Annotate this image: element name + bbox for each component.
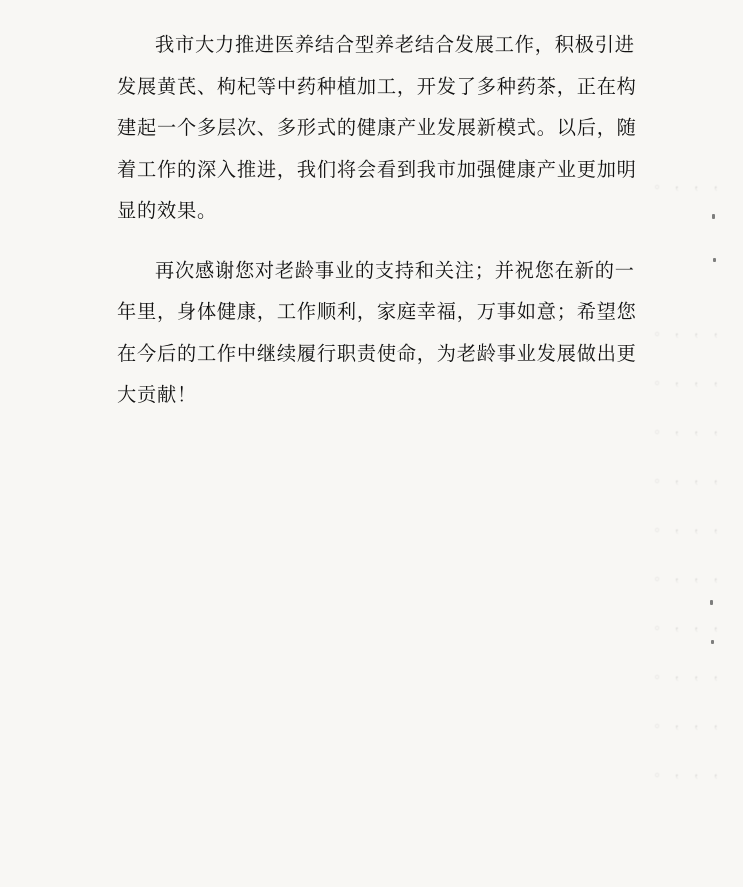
text-line: 年里，身体健康，工作顺利，家庭幸福，万事如意；希望您 [117,300,637,323]
text-line: 发展黄芪、枸杞等中药种植加工，开发了多种药茶，正在构 [117,74,637,98]
text-line: 着工作的深入推进，我们将会看到我市加强健康产业更加明 [117,157,637,181]
text-line: 我市大力推进医养结合型养老结合发展工作，积极引进 [155,33,635,56]
reverse-side-show-through: ， ， ， 。 ， ， ， 。 ， ， ， 。 ， ， ， 。 ， ， ， 。 ， ， ， 。 ， ， ， 。 ， ， ， 。 ， ， ， 。 ， ， ， 。 ， ， ， 。 [645,176,718,780]
text-line: 大贡献！ [117,383,197,406]
letter-body [117,24,657,416]
scan-speck [712,214,715,219]
paragraph-health-industry [117,24,657,232]
text-line: 再次感谢您对老龄事业的支持和关注；并祝您在新的一 [155,258,635,282]
scan-speck [713,258,716,262]
paragraph-spacer [117,232,657,250]
text-line: 建起一个多层次、多形式的健康产业发展新模式。以后，随 [117,116,637,139]
scan-speck [711,640,714,644]
text-line: 在今后的工作中继续履行职责使命，为老龄事业发展做出更 [117,341,637,365]
text-line: 显的效果。 [117,199,217,222]
scan-speck [710,600,713,605]
paragraph-thanks [117,250,657,416]
